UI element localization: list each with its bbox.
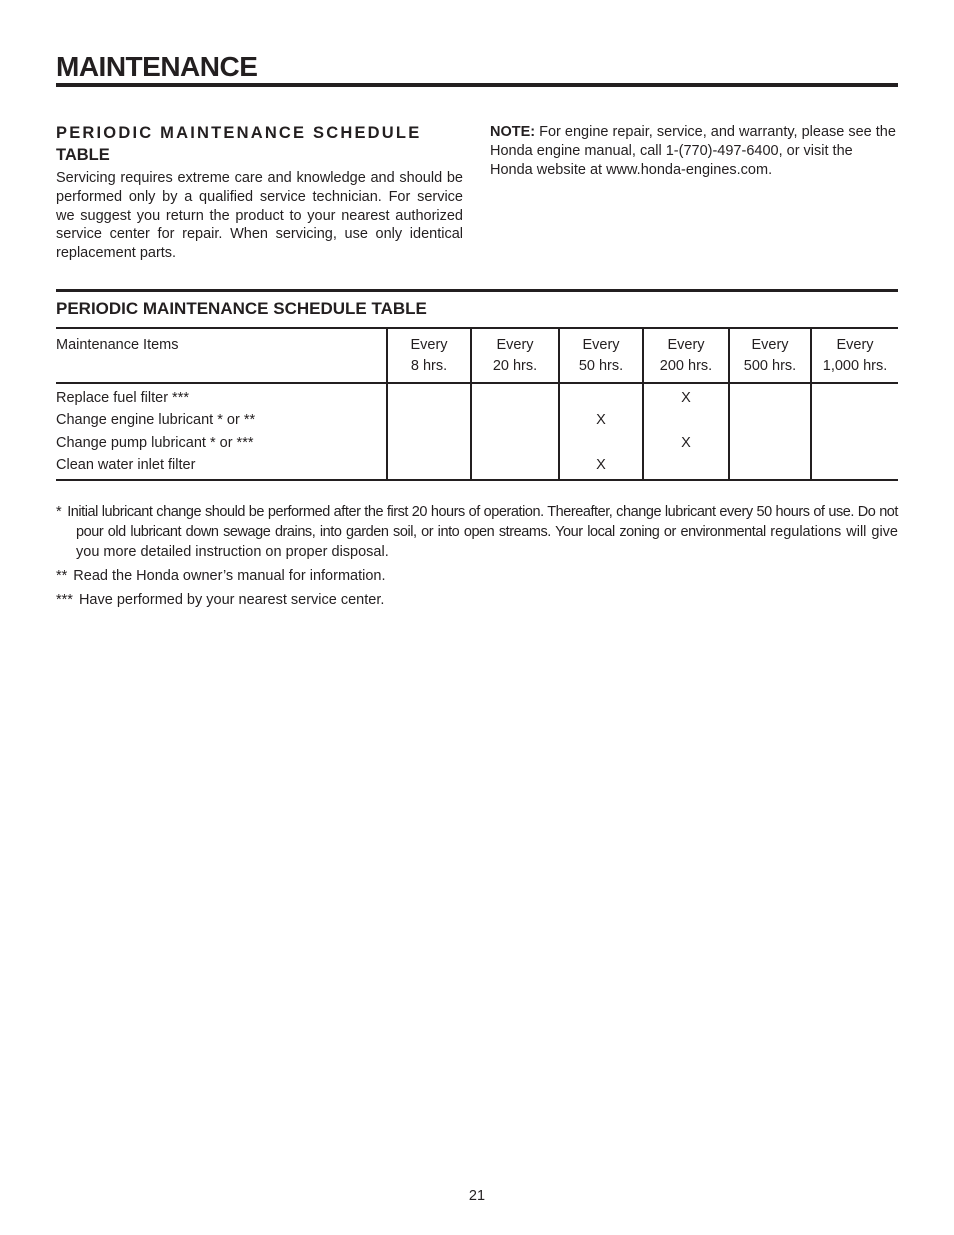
column-header-1000hrs: Every 1,000 hrs. <box>811 328 898 383</box>
table-header-row <box>56 328 898 383</box>
intro-heading <box>56 122 463 166</box>
intro-heading-line1: PERIODIC MAINTENANCE SCHEDULE <box>56 124 422 142</box>
marks-8hrs <box>387 383 471 480</box>
footnote-2 <box>56 566 898 586</box>
table-row-item: Change engine lubricant * or ** <box>56 412 256 429</box>
intro-heading-line2: TABLE <box>56 146 110 164</box>
marks-1000hrs <box>811 383 898 480</box>
footnote-3 <box>56 590 898 610</box>
footnote-1 <box>56 502 898 562</box>
column-header-items: Maintenance Items <box>56 328 387 383</box>
note-label: NOTE: <box>490 124 536 140</box>
items-cell <box>56 383 387 480</box>
footnotes <box>56 502 898 610</box>
note-text: For engine repair, service, and warranty, please see the Honda engine manual, call 1-(770)-497-6400, or visit the Honda website at www.honda-engines.com. <box>490 124 896 178</box>
marks-200hrs: X X <box>643 383 729 480</box>
table-row-item: Replace fuel filter *** <box>56 390 189 406</box>
table-row-item: Change pump lubricant * or *** <box>56 434 254 451</box>
column-header-200hrs: Every 200 hrs. <box>643 328 729 383</box>
footnote-symbol: * <box>56 504 62 520</box>
page-number: 21 <box>468 1188 486 1204</box>
page-title: MAINTENANCE <box>56 51 258 82</box>
title-divider <box>56 83 898 87</box>
table-row-item: Clean water inlet filter <box>56 456 196 473</box>
column-header-8hrs: Every 8 hrs. <box>387 328 471 383</box>
table-divider <box>56 289 898 292</box>
intro-section <box>56 122 463 263</box>
marks-50hrs: X X <box>559 383 643 480</box>
marks-20hrs <box>471 383 559 480</box>
column-header-20hrs: Every 20 hrs. <box>471 328 559 383</box>
note-section <box>490 123 898 179</box>
intro-body: Servicing requires extreme care and knowledge and should be performed only by a qualified service technician. For service we suggest you return the product to your nearest authorized service center for repair. When servicing, use only identical replacement parts. <box>56 170 463 262</box>
footnote-text-tail: regulations will give you more detailed instruction on proper disposal. <box>76 524 898 560</box>
footnote-text: Read the Honda owner’s manual for information. <box>73 568 386 584</box>
column-header-50hrs: Every 50 hrs. <box>559 328 643 383</box>
maintenance-schedule-table <box>56 327 898 481</box>
table-row <box>56 383 898 480</box>
footnote-symbol: ** <box>56 568 68 584</box>
marks-500hrs <box>729 383 811 480</box>
column-header-500hrs: Every 500 hrs. <box>729 328 811 383</box>
footnote-text: Have performed by your nearest service center. <box>78 592 385 608</box>
footnote-symbol: *** <box>56 592 73 608</box>
footnote-text: Initial lubricant change should be performed after the first 20 hours of operation. Thereafter, change lubricant every 50 hours of use. Do not pour old lubricant down sewage drains, into garden soil, or into open streams. Your local zoning or environmental <box>67 504 898 540</box>
table-heading: PERIODIC MAINTENANCE SCHEDULE TABLE <box>56 299 427 318</box>
